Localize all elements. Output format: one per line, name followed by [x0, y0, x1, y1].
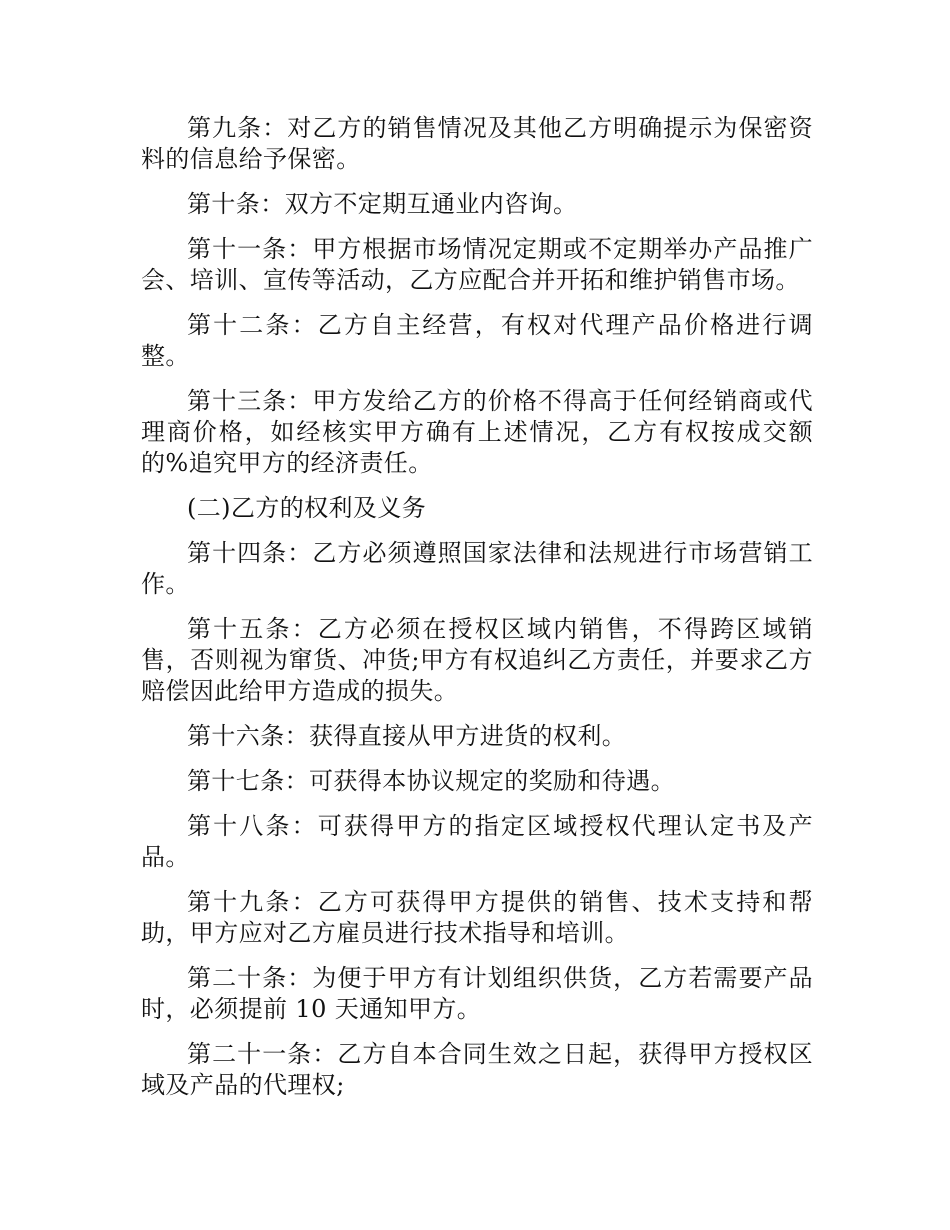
clause-14: 第十四条：乙方必须遵照国家法律和法规进行市场营销工作。 — [141, 539, 813, 598]
clause-12: 第十二条：乙方自主经营，有权对代理产品价格进行调整。 — [141, 311, 813, 370]
clause-20: 第二十条：为便于甲方有计划组织供货，乙方若需要产品时，必须提前 10 天通知甲方。 — [141, 964, 813, 1023]
section-heading: (二)乙方的权利及义务 — [187, 494, 427, 522]
clause-10: 第十条：双方不定期互通业内咨询。 — [187, 190, 578, 218]
clause-13: 第十三条：甲方发给乙方的价格不得高于任何经销商或代理商价格，如经核实甲方确有上述情况，乙方有权按成交额的%追究甲方的经济责任。 — [141, 387, 813, 477]
clause-15: 第十五条：乙方必须在授权区域内销售，不得跨区域销售，否则视为窜货、冲货;甲方有权追纠乙方责任，并要求乙方赔偿因此给甲方造成的损失。 — [141, 615, 813, 705]
clause-16: 第十六条：获得直接从甲方进货的权利。 — [187, 722, 627, 750]
clause-18: 第十八条：可获得甲方的指定区域授权代理认定书及产品。 — [141, 812, 813, 871]
document-body — [141, 113, 813, 1115]
clause-11: 第十一条：甲方根据市场情况定期或不定期举办产品推广会、培训、宣传等活动，乙方应配合并开拓和维护销售市场。 — [141, 235, 813, 294]
clause-19: 第十九条：乙方可获得甲方提供的销售、技术支持和帮助，甲方应对乙方雇员进行技术指导和培训。 — [141, 888, 813, 947]
clause-17: 第十七条：可获得本协议规定的奖励和待遇。 — [187, 767, 675, 795]
clause-21: 第二十一条：乙方自本合同生效之日起，获得甲方授权区域及产品的代理权; — [141, 1040, 813, 1099]
clause-9: 第九条：对乙方的销售情况及其他乙方明确提示为保密资料的信息给予保密。 — [141, 114, 813, 173]
